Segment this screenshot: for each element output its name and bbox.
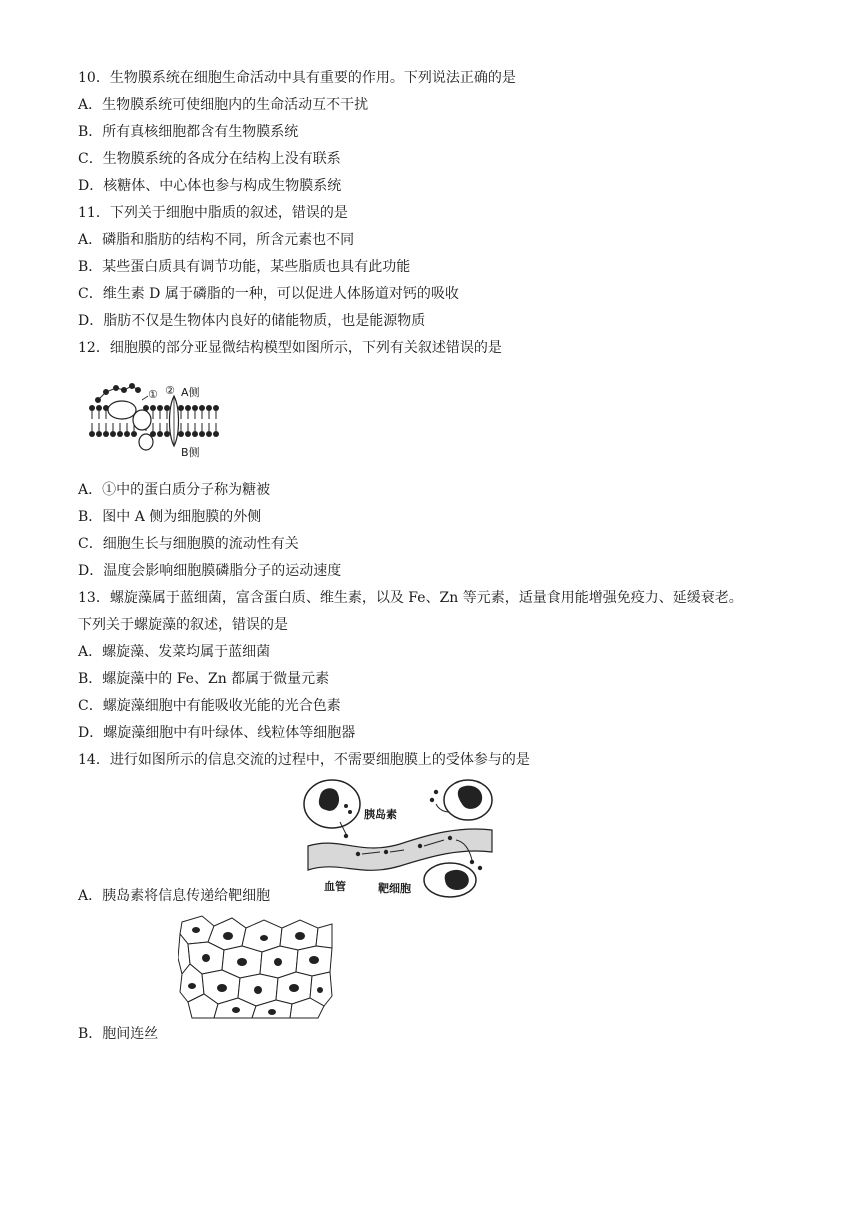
target-cell-label: 靶细胞: [378, 882, 411, 895]
q12-option-d: D．温度会影响细胞膜磷脂分子的运动速度: [78, 563, 342, 579]
q11-option-d: D．脂肪不仅是生物体内良好的储能物质，也是能源物质: [78, 313, 426, 329]
q10-option-b: B．所有真核细胞都含有生物膜系统: [78, 124, 299, 140]
q14-option-a: A．胰岛素将信息传递给靶细胞: [78, 888, 271, 904]
q12-option-b: B．图中 A 侧为细胞膜的外侧: [78, 509, 262, 525]
q14-option-b: B．胞间连丝: [78, 1026, 159, 1042]
insulin-signal-figure: [300, 776, 500, 900]
q13-option-b: B．螺旋藻中的 Fe、Zn 都属于微量元素: [78, 671, 330, 687]
q13-stem-line1: 13．螺旋藻属于蓝细菌，富含蛋白质、维生素，以及 Fe、Zn 等元素，适量食用能增强免疫力、延缓衰老。: [78, 590, 743, 606]
side-a-label: A侧: [181, 386, 200, 399]
q12-stem: 12．细胞膜的部分亚显微结构模型如图所示，下列有关叙述错误的是: [78, 340, 502, 356]
side-b-label: B侧: [181, 446, 200, 459]
q10-option-a: A．生物膜系统可使细胞内的生命活动互不干扰: [78, 97, 369, 113]
q11-stem: 11．下列关于细胞中脂质的叙述，错误的是: [78, 205, 348, 221]
q13-option-c: C．螺旋藻细胞中有能吸收光能的光合色素: [78, 698, 341, 714]
marker-1-label: ①: [148, 388, 158, 401]
q13-option-d: D．螺旋藻细胞中有叶绿体、线粒体等细胞器: [78, 725, 356, 741]
q12-option-c: C．细胞生长与细胞膜的流动性有关: [78, 536, 299, 552]
q14-stem: 14．进行如图所示的信息交流的过程中，不需要细胞膜上的受体参与的是: [78, 752, 530, 768]
q13-stem-line2: 下列关于螺旋藻的叙述，错误的是: [78, 617, 288, 633]
plasmodesmata-figure: [178, 912, 334, 1020]
q12-option-a: A．①中的蛋白质分子称为糖被: [78, 482, 271, 498]
q13-option-a: A．螺旋藻、发菜均属于蓝细菌: [78, 644, 271, 660]
q10-option-c: C．生物膜系统的各成分在结构上没有联系: [78, 151, 341, 167]
vessel-label: 血管: [324, 880, 346, 893]
q11-option-c: C．维生素 D 属于磷脂的一种，可以促进人体肠道对钙的吸收: [78, 286, 459, 302]
q11-option-a: A．磷脂和脂肪的结构不同，所含元素也不同: [78, 232, 355, 248]
q10-stem: 10．生物膜系统在细胞生命活动中具有重要的作用。下列说法正确的是: [78, 70, 516, 86]
q10-option-d: D．核糖体、中心体也参与构成生物膜系统: [78, 178, 342, 194]
cell-membrane-figure: [86, 378, 221, 460]
insulin-label: 胰岛素: [364, 808, 397, 821]
marker-2-label: ②: [165, 384, 175, 397]
q11-option-b: B．某些蛋白质具有调节功能，某些脂质也具有此功能: [78, 259, 411, 275]
